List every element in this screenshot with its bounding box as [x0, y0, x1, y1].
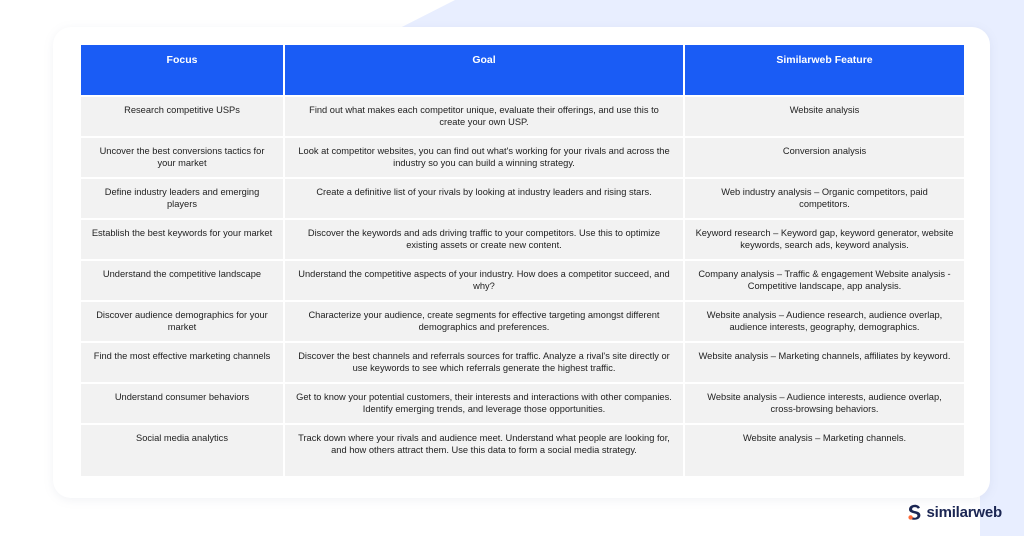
focus-cell: Social media analytics — [81, 425, 283, 476]
goal-cell: Get to know your potential customers, their interests and interactions with other companies. Identify emerging trends, and leverage those opportunities. — [285, 384, 683, 423]
feature-cell: Web industry analysis – Organic competitors, paid competitors. — [685, 179, 964, 218]
focus-cell: Find the most effective marketing channels — [81, 343, 283, 382]
goal-cell: Look at competitor websites, you can find out what's working for your rivals and across the industry so you can build a winning strategy. — [285, 138, 683, 177]
feature-cell: Keyword research – Keyword gap, keyword generator, website keywords, search ads, keyword analysis. — [685, 220, 964, 259]
goal-cell: Find out what makes each competitor unique, evaluate their offerings, and use this to create your own USP. — [285, 97, 683, 136]
goal-cell: Characterize your audience, create segments for effective targeting amongst different demographics and preferences. — [285, 302, 683, 341]
header-feature: Similarweb Feature — [685, 45, 964, 95]
focus-cell: Uncover the best conversions tactics for your market — [81, 138, 283, 177]
focus-cell: Understand consumer behaviors — [81, 384, 283, 423]
feature-cell: Website analysis — [685, 97, 964, 136]
goal-cell: Track down where your rivals and audience meet. Understand what people are looking for, and how others attract them. Use this data to form a social media strategy. — [285, 425, 683, 476]
similarweb-logo — [908, 502, 1002, 522]
table-header-row — [81, 45, 964, 95]
goal-cell: Understand the competitive aspects of your industry. How does a competitor succeed, and why? — [285, 261, 683, 300]
goal-cell: Create a definitive list of your rivals by looking at industry leaders and rising stars. — [285, 179, 683, 218]
header-goal: Goal — [285, 45, 683, 95]
focus-cell: Research competitive USPs — [81, 97, 283, 136]
feature-cell: Website analysis – Audience research, audience overlap, audience interests, geography, demographics. — [685, 302, 964, 341]
goal-cell: Discover the best channels and referrals sources for traffic. Analyze a rival's site directly or use keywords to see which referrals generate the highest traffic. — [285, 343, 683, 382]
table-row — [81, 179, 964, 218]
focus-cell: Understand the competitive landscape — [81, 261, 283, 300]
competitive-analysis-table — [79, 43, 966, 478]
similarweb-logo-icon — [908, 504, 922, 520]
table-row — [81, 302, 964, 341]
table-row — [81, 343, 964, 382]
focus-cell: Establish the best keywords for your market — [81, 220, 283, 259]
feature-cell: Website analysis – Audience interests, audience overlap, cross-browsing behaviors. — [685, 384, 964, 423]
table-row — [81, 425, 964, 476]
logo-text: similarweb — [926, 503, 1002, 521]
table-row — [81, 261, 964, 300]
feature-cell: Website analysis – Marketing channels. — [685, 425, 964, 476]
table-row — [81, 138, 964, 177]
feature-cell: Website analysis – Marketing channels, affiliates by keyword. — [685, 343, 964, 382]
feature-cell: Conversion analysis — [685, 138, 964, 177]
goal-cell: Discover the keywords and ads driving traffic to your competitors. Use this to optimize existing assets or create new content. — [285, 220, 683, 259]
table-row — [81, 97, 964, 136]
header-focus: Focus — [81, 45, 283, 95]
focus-cell: Discover audience demographics for your market — [81, 302, 283, 341]
feature-cell: Company analysis – Traffic & engagement Website analysis - Competitive landscape, app analysis. — [685, 261, 964, 300]
table-row — [81, 384, 964, 423]
table-row — [81, 220, 964, 259]
focus-cell: Define industry leaders and emerging players — [81, 179, 283, 218]
